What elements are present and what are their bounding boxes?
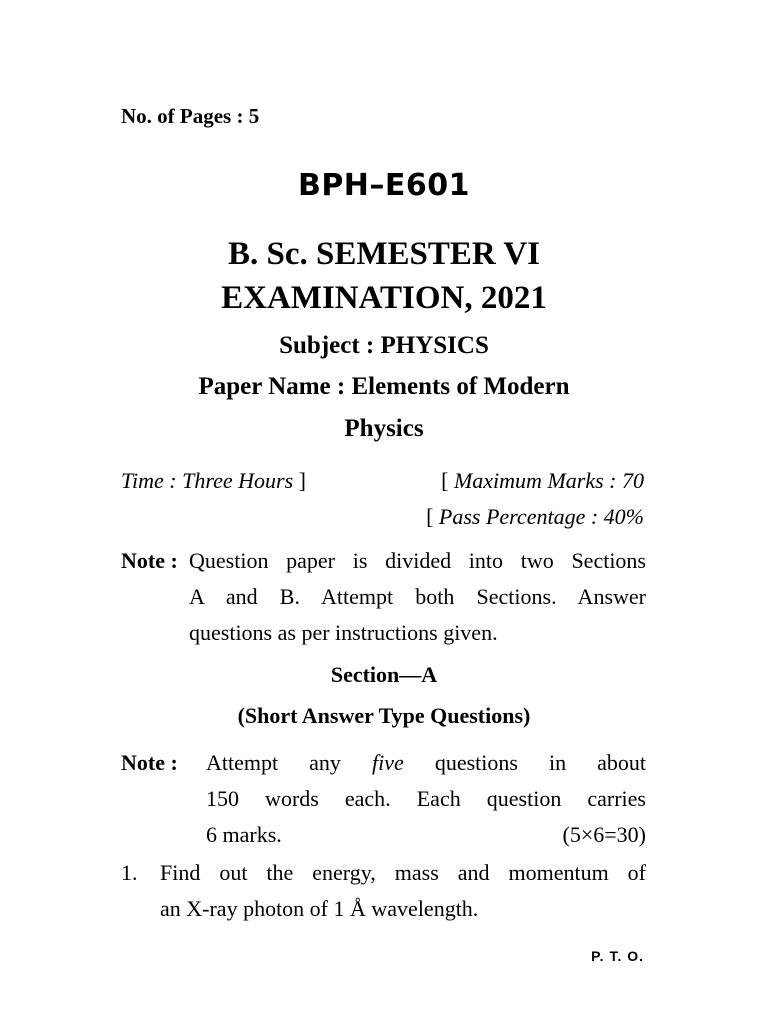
note-2-text-b: questions in about <box>434 750 647 775</box>
question-1-line-1: Find out the energy, mass and momentum of <box>160 860 646 885</box>
subject-heading: Subject : PHYSICS <box>279 332 489 359</box>
question-1-number: 1. <box>121 860 138 885</box>
maximum-marks: [ Maximum Marks : 70 <box>441 468 644 493</box>
note-1-line-2: A and B. Attempt both Sections. Answer <box>189 584 646 609</box>
section-a-subtitle: (Short Answer Type Questions) <box>237 703 531 728</box>
section-a-title: Section—A <box>330 662 438 687</box>
note-2-label: Note : <box>121 750 178 775</box>
note-2-text-a: Attempt any <box>206 750 341 775</box>
please-turn-over: P. T. O. <box>591 948 644 964</box>
exam-title-line-1: B. Sc. SEMESTER VI <box>227 236 541 272</box>
paper-name-line-2: Physics <box>344 415 424 442</box>
note-2-line-3 <box>206 822 646 848</box>
note-1-line-3: questions as per instructions given. <box>189 620 498 645</box>
paper-code: BPH–E601 <box>297 168 471 203</box>
question-1-line-2: an X-ray photon of 1 Å wavelength. <box>160 896 479 921</box>
note-1-line-1: Question paper is divided into two Sections <box>189 548 646 573</box>
note-2-line-1 <box>206 750 646 776</box>
note-2-emphasis: five <box>371 750 404 775</box>
time-allowed: Time : Three Hours ] <box>121 468 306 493</box>
pass-percentage: [ Pass Percentage : 40% <box>426 504 644 529</box>
exam-title-line-2: EXAMINATION, 2021 <box>221 280 547 316</box>
page-count: No. of Pages : 5 <box>121 104 260 128</box>
section-marks: (5×6=30) <box>562 822 646 847</box>
note-2-text-c: 6 marks. <box>206 822 282 847</box>
paper-name-line-1: Paper Name : Elements of Modern <box>198 373 570 400</box>
max-marks-text: Maximum Marks : 70 <box>453 468 644 493</box>
note-2-line-2: 150 words each. Each question carries <box>206 786 646 811</box>
note-1-label: Note : <box>121 548 178 573</box>
time-text: Time : Three Hours <box>121 468 294 493</box>
pass-percentage-text: Pass Percentage : 40% <box>438 504 644 529</box>
